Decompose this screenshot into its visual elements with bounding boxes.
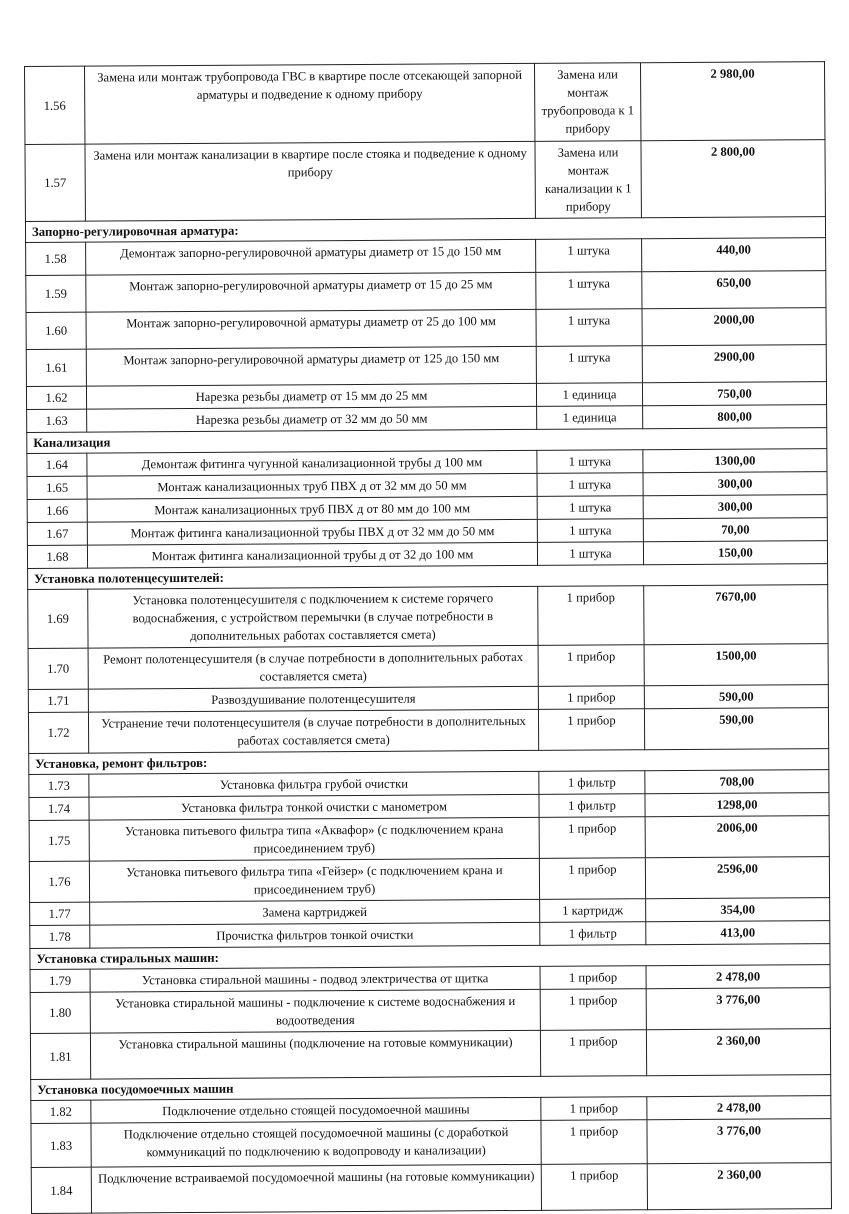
item-unit: 1 штука [537, 496, 643, 520]
item-description: Устранение течи полотенцесушителя (в случае потребности в дополнительных работах составляется смета) [88, 709, 538, 753]
item-number: 1.64 [27, 453, 87, 476]
item-number: 1.78 [30, 925, 90, 948]
item-description: Замена или монтаж канализации в квартире после стояка и подведение к одному прибору [85, 141, 535, 221]
item-number: 1.67 [27, 522, 87, 545]
item-price: 1500,00 [644, 644, 828, 686]
item-description: Прочистка фильтров тонкой очистки [90, 922, 540, 948]
item-number: 1.80 [30, 992, 90, 1033]
item-unit: 1 штука [536, 272, 642, 310]
table-row [26, 345, 826, 387]
item-description: Монтаж фитинга канализационной трубы д от 32 до 100 мм [87, 542, 537, 568]
item-description: Монтаж запорно-регулировочной арматуры диаметр от 25 до 100 мм [86, 309, 536, 349]
item-price: 1298,00 [645, 793, 829, 817]
item-unit: 1 прибор [539, 817, 645, 859]
item-price: 2 360,00 [646, 1029, 830, 1076]
table-row [28, 708, 828, 754]
item-number: 1.71 [28, 689, 88, 712]
item-unit: 1 штука [537, 519, 643, 543]
item-price: 2900,00 [642, 345, 826, 383]
item-price: 800,00 [643, 405, 827, 429]
item-unit: 1 прибор [540, 1030, 646, 1077]
section-title: Установка, ремонт фильтров: [29, 749, 829, 775]
item-unit: 1 штука [537, 450, 643, 474]
table-row [28, 644, 828, 690]
item-unit: 1 штука [537, 542, 643, 566]
item-unit: 1 картридж [540, 899, 646, 923]
table-row [26, 238, 826, 276]
section-title: Запорно-регулировочная арматура: [25, 217, 825, 243]
table-row [30, 988, 830, 1034]
item-description: Монтаж запорно-регулировочной арматуры диаметр от 125 до 150 мм [86, 346, 536, 386]
section-title: Установка полотенцесушителей: [28, 564, 828, 590]
item-price: 2006,00 [645, 816, 829, 858]
price-table [24, 61, 832, 1214]
item-description: Демонтаж фитинга чугунной канализационной трубы д 100 мм [87, 450, 537, 476]
item-description: Установка фильтра тонкой очистки с манометром [89, 794, 539, 820]
item-number: 1.63 [27, 409, 87, 432]
item-price: 2 800,00 [641, 140, 825, 218]
item-price: 708,00 [645, 770, 829, 794]
item-number: 1.73 [29, 774, 89, 797]
item-unit: 1 прибор [538, 709, 644, 751]
item-number: 1.58 [26, 242, 86, 275]
item-unit: 1 штука [536, 346, 642, 384]
item-description: Замена картриджей [90, 899, 540, 925]
item-description: Установка стиральной машины - подвод электричества от щитка [90, 966, 540, 992]
item-price: 590,00 [644, 685, 828, 709]
item-number: 1.56 [25, 66, 85, 144]
item-description: Установка стиральной машины - подключение к системе водоснабжения и водоотведения [90, 989, 540, 1033]
item-price: 413,00 [646, 921, 830, 945]
item-unit: Замена или монтаж канализации к 1 прибору [535, 141, 641, 219]
item-price: 150,00 [643, 541, 827, 565]
table-row [31, 1119, 831, 1168]
section-title: Установка посудомоечных машин [31, 1075, 831, 1101]
item-price: 2596,00 [645, 857, 829, 899]
item-description: Установка стиральной машины (подключение на готовые коммуникации) [90, 1030, 540, 1079]
item-description: Демонтаж запорно-регулировочной арматуры диаметр от 15 до 150 мм [86, 239, 536, 275]
table-row [25, 140, 825, 222]
item-price: 3 776,00 [647, 1119, 831, 1164]
item-number: 1.83 [31, 1123, 91, 1167]
item-number: 1.74 [29, 797, 89, 820]
item-number: 1.57 [25, 144, 85, 221]
section-title: Канализация [27, 428, 827, 454]
table-row [26, 271, 826, 313]
price-table-body [25, 62, 832, 1214]
item-number: 1.69 [28, 589, 88, 648]
item-unit: 1 фильтр [539, 771, 645, 795]
item-description: Монтаж канализационных труб ПВХ д от 80 мм до 100 мм [87, 496, 537, 522]
item-description: Ремонт полотенцесушителя (в случае потребности в дополнительных работах составляется смета) [88, 645, 538, 689]
item-number: 1.60 [26, 312, 86, 349]
item-price: 300,00 [643, 495, 827, 519]
item-description: Установка фильтра грубой очистки [89, 771, 539, 797]
table-row [29, 816, 829, 862]
item-description: Замена или монтаж трубопровода ГВС в квартире после отсекающей запорной арматуры и подведение к одному прибору [85, 63, 535, 144]
item-number: 1.70 [28, 648, 88, 689]
item-unit: 1 штука [537, 473, 643, 497]
table-row [31, 1163, 831, 1214]
item-number: 1.66 [27, 499, 87, 522]
item-price: 750,00 [642, 382, 826, 406]
item-unit: 1 прибор [538, 686, 644, 710]
item-unit: 1 прибор [541, 1120, 647, 1165]
item-number: 1.84 [31, 1167, 91, 1213]
item-number: 1.76 [29, 861, 89, 902]
item-number: 1.59 [26, 275, 86, 312]
item-price: 2 360,00 [647, 1163, 831, 1210]
item-unit: 1 прибор [540, 966, 646, 990]
item-price: 650,00 [642, 271, 826, 309]
item-description: Монтаж запорно-регулировочной арматуры диаметр от 15 до 25 мм [86, 272, 536, 312]
item-description: Подключение встраиваемой посудомоечной машины (на готовые коммуникации) [91, 1164, 541, 1213]
item-description: Нарезка резьбы диаметр от 15 мм до 25 мм [86, 383, 536, 409]
section-title: Установка стиральных машин: [30, 944, 830, 970]
item-price: 2 980,00 [640, 62, 824, 141]
item-unit: 1 штука [536, 309, 642, 347]
item-price: 3 776,00 [646, 988, 830, 1030]
table-row [29, 857, 829, 903]
item-unit: 1 фильтр [539, 794, 645, 818]
item-description: Установка полотенцесушителя с подключением к системе горячего водоснабжения, с устройством перемычки (в случае потребности в дополнительных работах составляется смета) [88, 586, 538, 648]
item-description: Подключение отдельно стоящей посудомоечной машины [91, 1097, 541, 1123]
item-price: 590,00 [644, 708, 828, 750]
item-unit: Замена или монтаж трубопровода к 1 прибору [534, 63, 640, 142]
item-price: 70,00 [643, 518, 827, 542]
item-description: Установка питьевого фильтра типа «Аквафор» (с подключением крана присоединением труб) [89, 817, 539, 861]
item-price: 354,00 [646, 898, 830, 922]
item-description: Нарезка резьбы диаметр от 32 мм до 50 мм [87, 406, 537, 432]
item-unit: 1 штука [536, 239, 642, 273]
table-row [25, 62, 825, 145]
item-description: Развоздушивание полотенцесушителя [88, 686, 538, 712]
table-row [28, 585, 828, 649]
table-row [30, 1029, 830, 1080]
item-number: 1.82 [31, 1100, 91, 1123]
item-unit: 1 прибор [540, 989, 646, 1031]
item-unit: 1 единица [537, 406, 643, 430]
item-description: Монтаж фитинга канализационной трубы ПВХ д от 32 мм до 50 мм [87, 519, 537, 545]
item-number: 1.68 [27, 545, 87, 568]
item-price: 1300,00 [643, 449, 827, 473]
item-price: 7670,00 [644, 585, 828, 645]
item-number: 1.75 [29, 820, 89, 861]
item-number: 1.65 [27, 476, 87, 499]
item-unit: 1 прибор [541, 1164, 647, 1211]
item-description: Монтаж канализационных труб ПВХ д от 32 мм до 50 мм [87, 473, 537, 499]
item-number: 1.62 [26, 386, 86, 409]
item-number: 1.72 [28, 712, 88, 753]
item-price: 300,00 [643, 472, 827, 496]
item-number: 1.81 [30, 1033, 90, 1079]
item-price: 440,00 [642, 238, 826, 272]
item-unit: 1 прибор [538, 586, 644, 646]
item-unit: 1 прибор [541, 1097, 647, 1121]
item-price: 2 478,00 [647, 1096, 831, 1120]
price-list-page [24, 61, 841, 1214]
item-description: Подключение отдельно стоящей посудомоечной машины (с доработкой коммуникаций по подключению к водопроводу и канализации) [91, 1120, 541, 1167]
item-unit: 1 фильтр [540, 922, 646, 946]
item-description: Установка питьевого фильтра типа «Гейзер» (с подключением крана и присоединением труб) [89, 858, 539, 902]
item-price: 2 478,00 [646, 965, 830, 989]
item-number: 1.61 [26, 349, 86, 386]
item-number: 1.77 [30, 902, 90, 925]
item-unit: 1 единица [536, 383, 642, 407]
table-row [26, 308, 826, 350]
item-unit: 1 прибор [539, 858, 645, 900]
item-unit: 1 прибор [538, 645, 644, 687]
item-number: 1.79 [30, 969, 90, 992]
item-price: 2000,00 [642, 308, 826, 346]
